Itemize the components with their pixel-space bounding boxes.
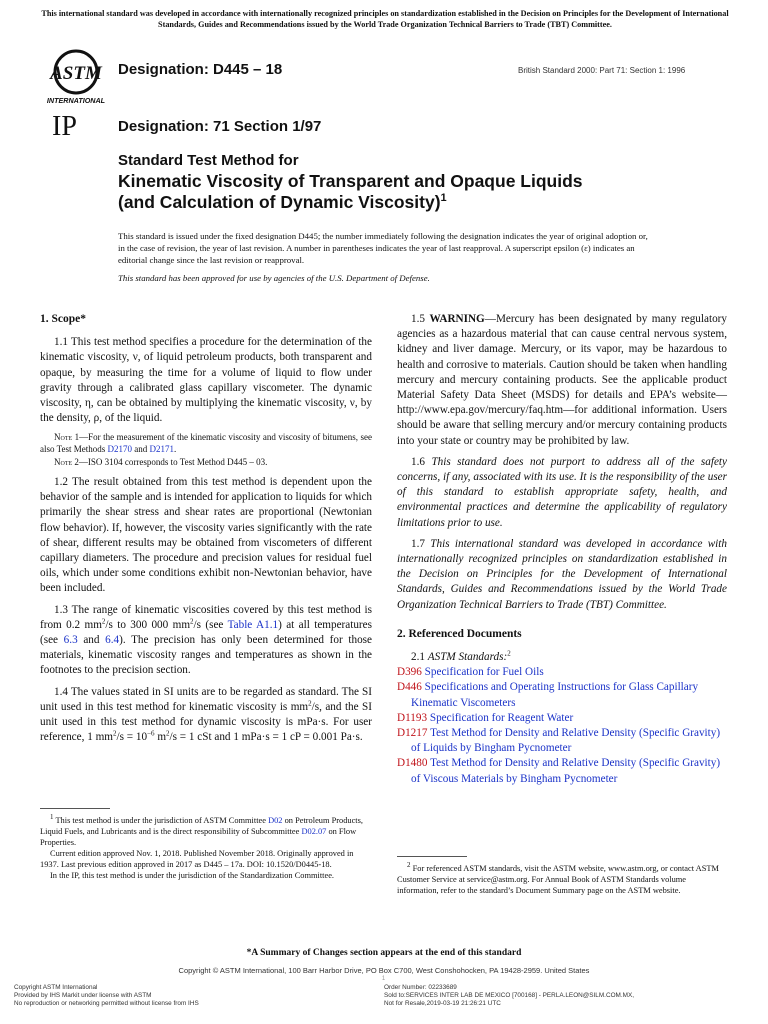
footnote-2 xyxy=(397,856,727,896)
header-notice: This international standard was developed in accordance with internationally recognized principles on standardization established in the Decision on Principles for the Development of International Standards, Guides and Recommendations issued by the World Trade Organization Technical Barriers to Trade (TBT) Committee. xyxy=(41,9,729,29)
intro-paragraph: This standard is issued under the fixed designation D445; the number immediately following the designation indicates the year of original adoption or, in the case of revision, the year of last revision. A number in parentheses indicates the year of last reapproval. A superscript epsilon (ε) indicates an editorial change since the last revision or reapproval. xyxy=(118,231,648,265)
astm-standards-label: 2.1 ASTM Standards:$^2$ xyxy=(411,649,511,664)
section-1-7: 1.7 This international standard was developed in accordance with internationally recognized principles on standardization established in the Decision on Principles for the Development of International Standards, Guides and Recommendations issued by the World Trade Organization Technical Barriers to Trade (TBT) Committee. xyxy=(397,537,727,611)
reference-item[interactable]: D446 Specifications and Operating Instructions for Glass Capillary Kinematic Viscometers xyxy=(397,681,699,709)
reference-item[interactable]: D396 Specification for Fuel Oils xyxy=(397,666,544,679)
link-d02-07[interactable]: D02.07 xyxy=(301,827,327,836)
intro-block xyxy=(118,230,653,284)
astm-logo-subtext: INTERNATIONAL xyxy=(46,96,106,105)
footnote-1 xyxy=(40,808,372,881)
reference-item[interactable]: D1480 Test Method for Density and Relative Density (Specific Gravity) of Viscous Materials by Bingham Pycnometer xyxy=(397,757,721,785)
copyright-line: Copyright © ASTM International, 100 Barr Harbor Drive, PO Box C700, West Conshohocken, PA 19428-2959. United States xyxy=(178,966,590,975)
reference-list xyxy=(397,665,727,787)
footnote-rule xyxy=(40,808,110,809)
warning-label: WARNING xyxy=(429,313,485,325)
title-line-2: Kinematic Viscosity of Transparent and Opaque Liquids xyxy=(118,171,583,191)
page-number: 1 xyxy=(381,976,387,982)
ip-logo-text: IP xyxy=(52,111,77,140)
section-1-5: 1.5 WARNING—Mercury has been designated by many regulatory agencies as a hazardous material that can cause central nervous system, kidney and liver damage. Mercury, or its vapor, may be hazardous to health and corrosive to materials. Caution should be taken when handling mercury and mercury containing products. See the applicable product Material Safety Data Sheet (MSDS) for details and EPA’s website—http://www.epa.gov/mercury/faq.htm—for additional information. Users should be aware that selling mercury and/or mercury containing products into your state or country may be prohibited by law. xyxy=(397,313,727,447)
note-2: Note 2—ISO 3104 corresponds to Test Method D445 – 03. xyxy=(54,457,268,468)
ip-designation: Designation: 71 Section 1/97 xyxy=(118,118,322,135)
title-footnote-marker: 1 xyxy=(440,192,447,205)
referenced-documents-heading: 2. Referenced Documents xyxy=(397,627,522,640)
footnote-2-para: $^2$ For referenced ASTM standards, visit the ASTM website, www.astm.org, or contact ASTM Customer Service at service@astm.org. For Annual Book of ASTM Standards volume information, refer to the standard’s Document Summary page on the ASTM website. xyxy=(397,861,719,895)
designation: Designation: D445 – 18 xyxy=(118,61,283,78)
defense-approval: This standard has been approved for use by agencies of the U.S. Department of Defense. xyxy=(118,273,430,283)
right-column xyxy=(397,312,727,787)
ip-logo xyxy=(50,110,100,140)
astm-logo-text: ASTM xyxy=(50,63,102,84)
link-6-3[interactable]: 6.3 xyxy=(63,633,78,646)
title-line-1: Standard Test Method for xyxy=(118,152,299,169)
footnote-rule xyxy=(397,856,467,857)
left-column xyxy=(40,312,372,751)
section-1-6: 1.6 This standard does not purport to address all of the safety concerns, if any, associated with its use. It is the responsibility of the user of this standard to establish appropriate safety, health, and environmental practices and determine the applicability of regulatory limitations prior to use. xyxy=(397,455,728,529)
footnote-1-para-1: $^1$ This test method is under the jurisdiction of ASTM Committee D02 on Petroleum Products, Liquid Fuels, and Lubricants and is the direct responsibility of Subcommittee D02.07 on Flow Properties. xyxy=(40,813,363,847)
link-d2170[interactable]: D2170 xyxy=(107,443,132,454)
section-1-2: 1.2 The result obtained from this test method is dependent upon the behavior of the sample and is intended for application to liquids for which primarily the shear stress and shear rates are proportional (Newtonian flow behavior). If, however, the viscosity varies significantly with the rate of shear, different results may be obtained from viscometers of different capillary diameters. The procedure and precision values for residual fuel oils, which under some conditions exhibit non-Newtonian behavior, have been included. xyxy=(40,475,372,595)
scope-heading: 1. Scope* xyxy=(40,313,86,325)
reference-item[interactable]: D1217 Test Method for Density and Relative Density (Specific Gravity) of Liquids by Bingham Pycnometer xyxy=(397,727,721,755)
document-title xyxy=(118,152,678,213)
link-d02[interactable]: D02 xyxy=(268,816,283,825)
section-1-3: 1.3 The range of kinematic viscosities covered by this test method is from 0.2 $mm^2/s$ to 300 000 $mm^2/s$ (see Table A1.1) at all temperatures (see 6.3 and 6.4). The precision has only been determined for those materials, kinematic viscosity ranges and temperatures as shown in the footnotes to the precision section. xyxy=(40,603,372,677)
astm-logo xyxy=(42,46,110,106)
summary-of-changes-note: *A Summary of Changes section appears at the end of this standard xyxy=(246,948,522,958)
title-line-3: (and Calculation of Dynamic Viscosity)$^1$ xyxy=(118,192,447,212)
link-table-a1-1[interactable]: Table A1.1 xyxy=(227,618,279,631)
license-info-right: Order Number: 02233689 Sold to:SERVICES INTER LAB DE MEXICO [700168] - PERLA.LEON@SILM.COM.MX, Not for Resale,2019-03-19 21:26:21 UTC xyxy=(384,984,635,1007)
section-1-4: 1.4 The values stated in SI units are to be regarded as standard. The SI unit used in this test method for kinematic viscosity is $mm^2/s$, and the SI unit used in this test method for dynamic viscosity is mPa·s. For user reference, 1 $mm^2/s = 10^{-6}$ $m^2/s = 1$ cSt and 1 mPa·s = 1 cP = 0.001 Pa·s. xyxy=(40,685,373,744)
british-standard-note: British Standard 2000: Part 71: Section 1: 1996 xyxy=(518,66,686,75)
link-6-4[interactable]: 6.4 xyxy=(105,633,120,646)
license-info-left: Copyright ASTM International Provided by IHS Markit under license with ASTM No reproduction or networking permitted without license from IHS xyxy=(14,984,199,1007)
section-1-1: 1.1 This test method specifies a procedure for the determination of the kinematic viscosity, ν, of liquid petroleum products, both transparent and opaque, by measuring the time for a volume of liquid to flow under gravity through a calibrated glass capillary viscometer. The dynamic viscosity, η, can be obtained by multiplying the kinematic viscosity, ν, by the density, ρ, of the liquid. xyxy=(40,336,372,425)
link-d2171[interactable]: D2171 xyxy=(149,443,174,454)
footnote-1-para-2: Current edition approved Nov. 1, 2018. Published November 2018. Originally approved in 1937. Last previous edition approved in 2017 as D445 – 17a. DOI: 10.1520/D0445-18. xyxy=(40,849,354,869)
reference-item[interactable]: D1193 Specification for Reagent Water xyxy=(397,711,574,724)
note-1: Note 1—For the measurement of the kinematic viscosity and viscosity of bitumens, see also Test Methods D2170 and D2171. xyxy=(40,432,372,454)
footnote-1-para-3: In the IP, this test method is under the jurisdiction of the Standardization Committee. xyxy=(50,871,335,880)
